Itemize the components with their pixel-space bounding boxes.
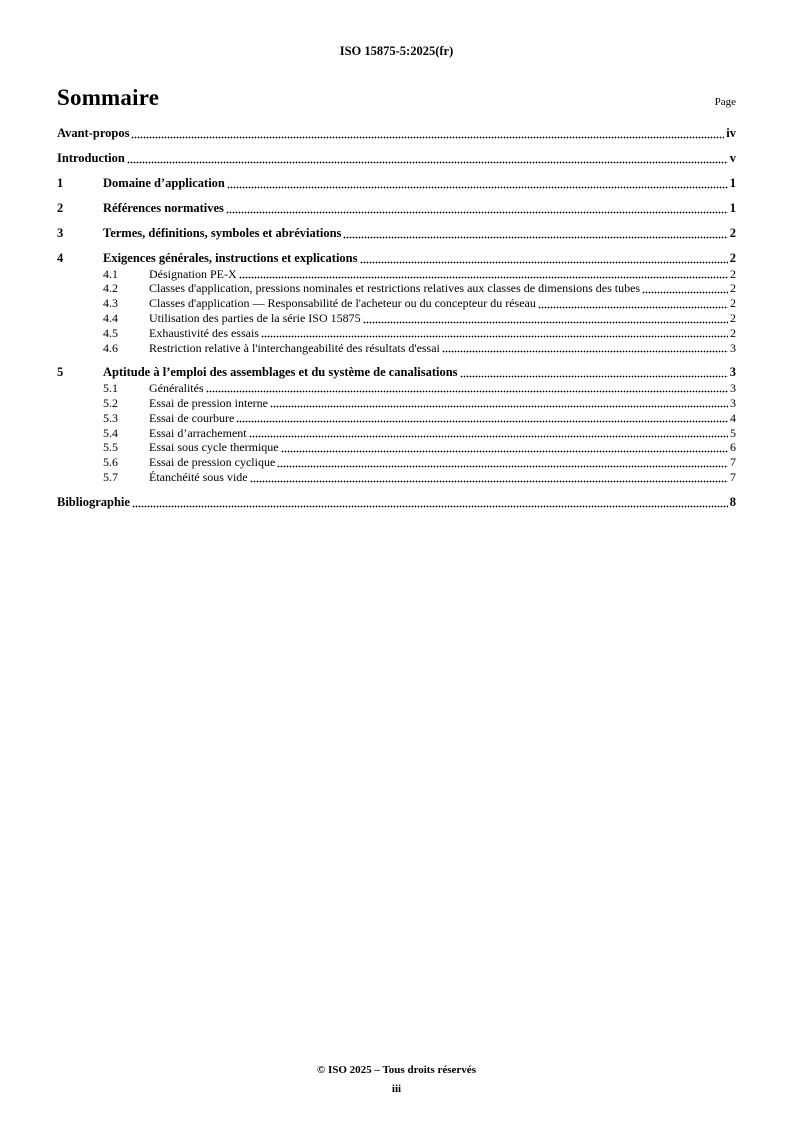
toc-entry-page: 2 — [730, 296, 736, 311]
toc-leader-dots — [227, 185, 728, 189]
toc-entry-label: Classes d'application — Responsabilité de l'acheteur ou du concepteur du réseau — [149, 296, 536, 311]
toc-entry[interactable] — [57, 176, 736, 191]
toc-entry-page: 3 — [730, 340, 736, 355]
toc-leader-dots — [127, 160, 728, 164]
toc-entry-page: 1 — [729, 201, 736, 215]
toc-entry[interactable] — [57, 365, 736, 380]
toc-entry-label: Essai sous cycle thermique — [149, 440, 279, 455]
toc-entry-page: 2 — [729, 251, 736, 265]
toc-entry-label: Domaine d’application — [103, 176, 225, 190]
toc-entry-label: Introduction — [57, 151, 125, 165]
toc-leader-dots — [131, 135, 724, 139]
toc-leader-dots — [442, 349, 728, 353]
page-column-label: Page — [714, 96, 736, 108]
toc-leader-dots — [270, 404, 728, 408]
toc-entry-page: 7 — [730, 455, 736, 470]
toc-entry-number: 5.3 — [103, 410, 118, 425]
toc-entry[interactable] — [57, 311, 736, 325]
toc-entry-label: Essai de courbure — [149, 410, 235, 425]
toc-entry-label: Utilisation des parties de la série ISO 15875 — [149, 311, 361, 326]
toc-leader-dots — [250, 479, 728, 483]
toc-entry-number: 5.5 — [103, 440, 118, 455]
toc-entry-number: 4.3 — [103, 296, 118, 311]
toc-entry[interactable] — [57, 226, 736, 241]
toc-entry-page: 5 — [730, 425, 736, 440]
toc-header — [57, 85, 736, 111]
toc-entry[interactable] — [57, 296, 736, 310]
toc-leader-dots — [281, 449, 728, 453]
toc-entry-page: iv — [726, 126, 736, 140]
toc-entry-number: 4.6 — [103, 340, 118, 355]
toc-entry-number: 3 — [57, 226, 64, 240]
toc-entry-label: Étanchéité sous vide — [149, 470, 248, 485]
toc-leader-dots — [261, 334, 728, 338]
toc-entry-label: Aptitude à l’emploi des assemblages et du système de canalisations — [103, 365, 458, 380]
toc-leader-dots — [538, 305, 728, 309]
toc-entry-page: 2 — [730, 281, 736, 296]
toc-entry-number: 4 — [57, 251, 64, 265]
toc-leader-dots — [460, 374, 728, 378]
toc-entry[interactable] — [57, 201, 736, 216]
toc-entry[interactable] — [57, 411, 736, 425]
toc-entry-label: Désignation PE-X — [149, 266, 237, 281]
toc-entry[interactable] — [57, 495, 736, 510]
toc-entry-page: 3 — [729, 365, 736, 380]
toc-entry-number: 5.2 — [103, 395, 118, 410]
toc-entry-label: Essai de pression interne — [149, 395, 268, 410]
toc-entry-number: 4.2 — [103, 281, 118, 296]
toc-entry-label: Restriction relative à l'interchangeabilité des résultats d'essai — [149, 340, 440, 355]
toc-entry-label: Exhaustivité des essais — [149, 326, 259, 341]
toc-leader-dots — [642, 290, 728, 294]
toc-entry-page: 2 — [730, 266, 736, 281]
doc-reference: ISO 15875-5:2025(fr) — [339, 44, 454, 58]
toc-entry[interactable] — [57, 470, 736, 484]
toc-entry-label: Généralités — [149, 380, 204, 395]
toc-entry-number: 5.7 — [103, 470, 118, 485]
toc-entry-number: 5.6 — [103, 455, 118, 470]
toc-entry-label: Essai de pression cyclique — [149, 455, 276, 470]
toc-title: Sommaire — [57, 85, 160, 110]
toc-entry-page: 3 — [730, 380, 736, 395]
toc-leader-dots — [132, 504, 728, 508]
toc-entry-page: 6 — [730, 440, 736, 455]
toc-leader-dots — [236, 419, 728, 423]
toc-entry-number: 4.1 — [103, 266, 118, 281]
toc-entry[interactable] — [57, 326, 736, 340]
toc-entry[interactable] — [57, 426, 736, 440]
toc-entry-page: v — [729, 151, 736, 165]
toc-entry-number: 5.4 — [103, 425, 118, 440]
toc-entry-page: 1 — [729, 176, 736, 190]
toc-entry-number: 4.4 — [103, 311, 118, 326]
toc-leader-dots — [249, 434, 728, 438]
toc-entry-page: 2 — [730, 311, 736, 326]
toc-entry[interactable] — [57, 341, 736, 355]
toc-entry-page: 4 — [730, 410, 736, 425]
toc-entry-number: 2 — [57, 201, 64, 215]
toc-entry[interactable] — [57, 440, 736, 454]
toc-entry[interactable] — [57, 151, 736, 166]
toc-entry-number: 5 — [57, 365, 64, 380]
toc-entry[interactable] — [57, 126, 736, 141]
toc-entry-label: Références normatives — [103, 201, 224, 215]
toc-entry[interactable] — [57, 251, 736, 266]
toc-list — [57, 126, 736, 510]
toc-leader-dots — [206, 389, 728, 393]
toc-entry[interactable] — [57, 396, 736, 410]
toc-leader-dots — [360, 260, 728, 264]
toc-leader-dots — [226, 210, 728, 214]
toc-entry-label: Essai d’arrachement — [149, 425, 247, 440]
copyright-notice: © ISO 2025 – Tous droits réservés — [317, 1064, 476, 1076]
toc-leader-dots — [277, 464, 728, 468]
toc-entry[interactable] — [57, 455, 736, 469]
page-number: iii — [391, 1083, 402, 1095]
toc-leader-dots — [343, 235, 727, 239]
toc-entry-number: 4.5 — [103, 326, 118, 341]
toc-leader-dots — [239, 275, 728, 279]
toc-entry-label: Termes, définitions, symboles et abréviations — [103, 226, 342, 240]
toc-leader-dots — [363, 320, 728, 324]
toc-entry-page: 3 — [730, 395, 736, 410]
toc-entry-label: Avant-propos — [57, 126, 130, 140]
page-footer — [0, 1063, 793, 1096]
toc-entry[interactable] — [57, 267, 736, 281]
toc-entry[interactable] — [57, 281, 736, 295]
toc-entry-number: 5.1 — [103, 380, 118, 395]
toc-entry-label: Bibliographie — [57, 494, 130, 509]
toc-entry-page: 2 — [729, 226, 736, 240]
toc-entry-page: 8 — [729, 494, 736, 509]
toc-entry-page: 2 — [730, 326, 736, 341]
toc-entry-label: Exigences générales, instructions et explications — [103, 251, 358, 265]
toc-entry[interactable] — [57, 381, 736, 395]
toc-entry-page: 7 — [730, 470, 736, 485]
toc-entry-number: 1 — [57, 176, 64, 190]
toc-entry-label: Classes d'application, pressions nominales et restrictions relatives aux classes de dimensions des tubes — [149, 281, 641, 296]
